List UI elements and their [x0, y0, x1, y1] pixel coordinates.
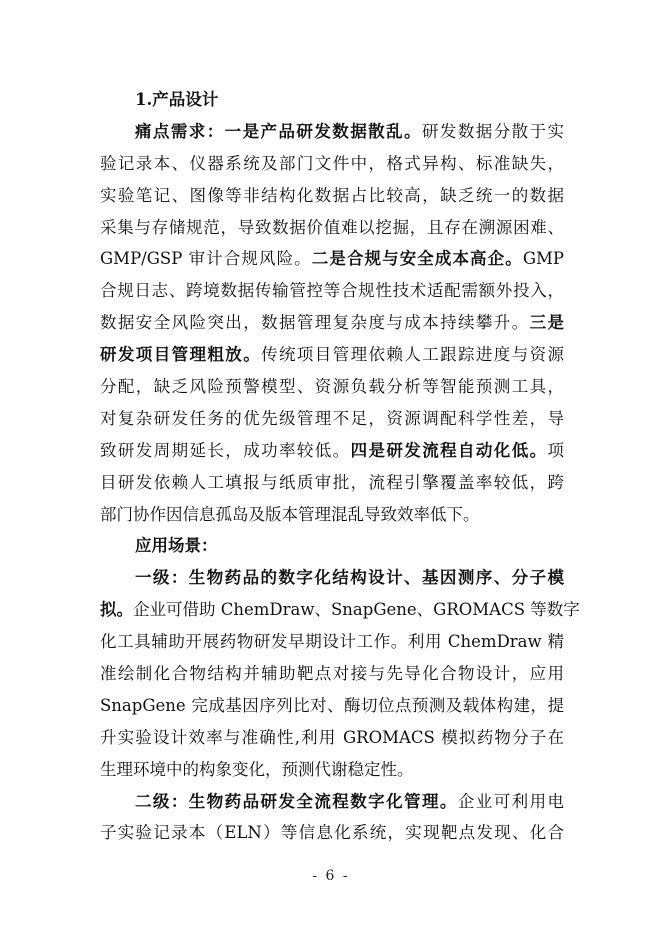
- paragraph-line: 准绘制化合物结构并辅助靶点对接与先导化合物设计，应用: [100, 664, 564, 684]
- bold-phrase: 三是: [529, 313, 565, 333]
- paragraph-line: 升实验设计效率与准确性,利用 GROMACS 模拟药物分子在: [100, 727, 564, 747]
- paragraph-line: SnapGene 完成基因序列比对、酶切位点预测及载体构建，提: [100, 695, 564, 715]
- page-number: - 6 -: [312, 868, 350, 884]
- paragraph-line: 化工具辅助开展药物研发早期设计工作。利用 ChemDraw 精: [100, 632, 564, 652]
- bold-phrase: 痛点需求：一是产品研发数据散乱。: [135, 121, 422, 141]
- paragraph-line: 部门协作因信息孤岛及版本管理混乱导致效率低下。: [100, 504, 480, 524]
- paragraph-line: 验记录本、仪器系统及部门文件中，格式异构、标准缺失，: [100, 153, 564, 173]
- paragraph-line: 数据安全风险突出，数据管理复杂度与成本持续攀升。三是: [100, 313, 565, 333]
- paragraph-line: 致研发周期延长，成功率较低。四是研发流程自动化低。项: [100, 440, 565, 460]
- paragraph-line: 痛点需求：一是产品研发数据散乱。研发数据分散于实: [135, 121, 565, 141]
- paragraph-line: 合规日志、跨境数据传输管控等合规性技术适配需额外投入，: [100, 281, 564, 301]
- bold-phrase: 研发项目管理粗放。: [100, 345, 262, 365]
- scenarios-heading: 应用场景：: [135, 536, 218, 556]
- paragraph-line: 目研发依赖人工填报与纸质审批，流程引擎覆盖率较低，跨: [100, 472, 564, 492]
- bold-phrase: 拟。: [100, 600, 133, 620]
- paragraph-line: 拟。企业可借助 ChemDraw、SnapGene、GROMACS 等数字: [100, 600, 580, 620]
- bold-phrase: 二级：生物药品研发全流程数字化管理。: [135, 791, 458, 811]
- body-text: [100, 84, 580, 849]
- paragraph-line: 对复杂研发任务的优先级管理不足，资源调配科学性差，导: [100, 408, 564, 428]
- bold-phrase: 二是合规与安全成本高企。: [311, 249, 523, 269]
- paragraph-line: 二级：生物药品研发全流程数字化管理。企业可利用电: [135, 791, 565, 811]
- paragraph-line: 一级：生物药品的数字化结构设计、基因测序、分子模: [135, 568, 564, 588]
- paragraph-line: 实验笔记、图像等非结构化数据占比较高，缺乏统一的数据: [100, 185, 564, 205]
- paragraph-line: 分配，缺乏风险预警模型、资源负载分析等智能预测工具，: [100, 377, 564, 397]
- paragraph-line: 研发项目管理粗放。传统项目管理依赖人工跟踪进度与资源: [100, 345, 565, 365]
- paragraph-line: 采集与存储规范，导致数据价值难以挖掘，且存在溯源困难、: [100, 217, 564, 237]
- section-title: 1.产品设计: [135, 90, 219, 109]
- bold-phrase: 四是研发流程自动化低。: [350, 440, 548, 460]
- paragraph-line: GMP/GSP 审计合规风险。二是合规与安全成本高企。GMP: [100, 249, 564, 269]
- paragraph-line: 子实验记录本（ELN）等信息化系统，实现靶点发现、化合: [100, 823, 564, 843]
- paragraph-line: 生理环境中的构象变化，预测代谢稳定性。: [100, 759, 414, 779]
